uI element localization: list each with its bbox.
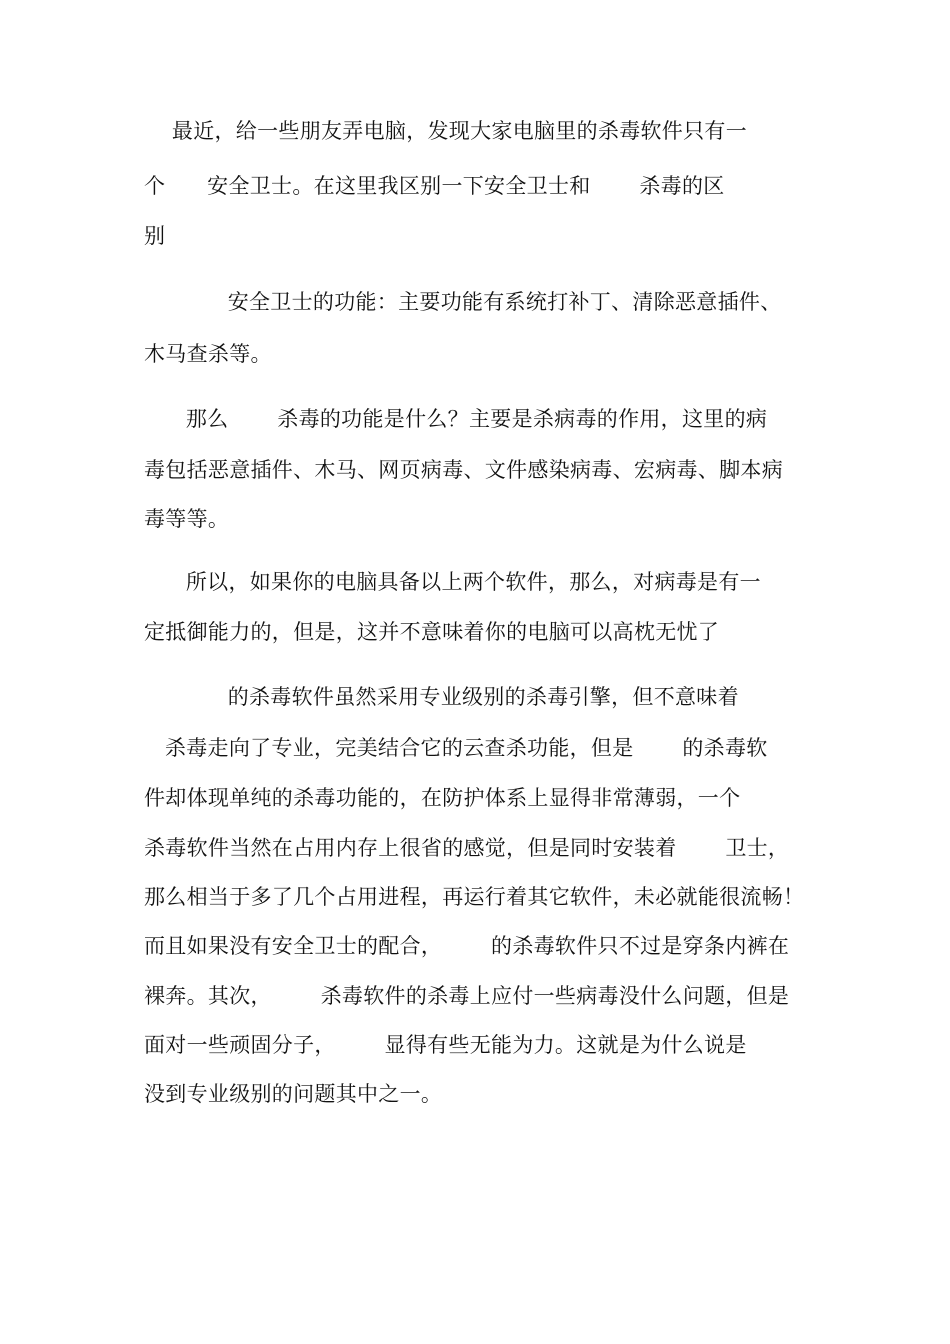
text-line: 面对一些顽固分子， 显得有些无能为力。这就是为什么说是 — [144, 1033, 747, 1057]
text-line: 木马查杀等。 — [144, 342, 272, 366]
text-line: 的杀毒软件虽然采用专业级别的杀毒引擎，但不意味着 — [144, 685, 739, 709]
text-line: 没到专业级别的问题其中之一。 — [144, 1082, 443, 1106]
text-line: 安全卫士的功能：主要功能有系统打补丁、清除恶意插件、 — [144, 290, 782, 314]
text-line: 那么相当于多了几个占用进程，再运行着其它软件，未必就能很流畅！ — [144, 885, 805, 909]
text-line: 那么 杀毒的功能是什么？主要是杀病毒的作用，这里的病 — [144, 407, 768, 431]
text-line: 所以，如果你的电脑具备以上两个软件，那么，对病毒是有一 — [144, 570, 761, 594]
text-line: 个 安全卫士。在这里我区别一下安全卫士和 杀毒的区 — [144, 174, 725, 198]
text-line: 毒包括恶意插件、木马、网页病毒、文件感染病毒、宏病毒、脚本病 — [144, 458, 783, 482]
text-line: 杀毒走向了专业，完美结合它的云查杀功能，但是 的杀毒软 — [144, 736, 768, 760]
text-line: 裸奔。其次， 杀毒软件的杀毒上应付一些病毒没什么问题，但是 — [144, 984, 790, 1008]
text-line: 别 — [144, 224, 166, 248]
text-line: 最近，给一些朋友弄电脑，发现大家电脑里的杀毒软件只有一 — [144, 119, 747, 143]
text-line: 定抵御能力的，但是，这并不意味着你的电脑可以高枕无忧了 — [144, 620, 720, 644]
text-line: 杀毒软件当然在占用内存上很省的感觉，但是同时安装着 卫士， — [144, 836, 790, 860]
text-line: 件却体现单纯的杀毒功能的，在防护体系上显得非常薄弱，一个 — [144, 786, 741, 810]
text-line: 毒等等。 — [144, 507, 230, 531]
text-line: 而且如果没有安全卫士的配合， 的杀毒软件只不过是穿条内裤在 — [144, 934, 790, 958]
